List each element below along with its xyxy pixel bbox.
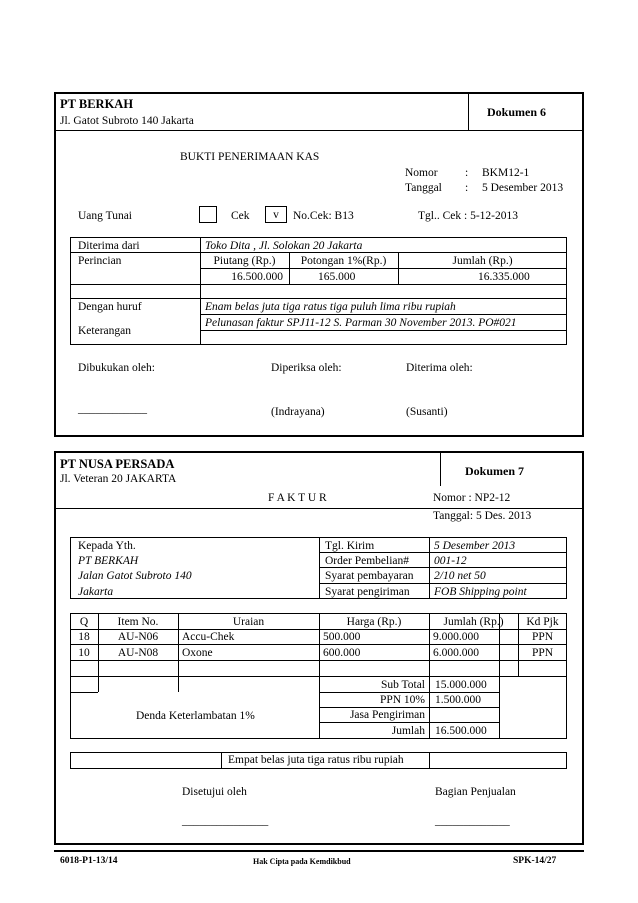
uang-tunai-checkbox[interactable] xyxy=(199,206,217,223)
doc6-title: BUKTI PENERIMAAN KAS xyxy=(180,151,320,163)
items-header-harga: Harga (Rp.) xyxy=(346,616,402,628)
info-label: Tgl. Kirim xyxy=(325,540,375,552)
jumlah-total-label: Jumlah xyxy=(391,725,425,737)
dengan-huruf-value: Enam belas juta tiga ratus tiga puluh lima ribu rupiah xyxy=(205,301,456,313)
ppn-label: PPN 10% xyxy=(379,694,425,706)
keterangan-value: Pelunasan faktur SPJ11-12 S. Parman 30 November 2013. PO#021 xyxy=(205,317,517,329)
info-label: Syarat pengiriman xyxy=(325,586,410,598)
doc7-tanggal: Tanggal: 5 Des. 2013 xyxy=(433,510,532,522)
kepada-line: PT BERKAH xyxy=(78,555,139,567)
footer-right: SPK-14/27 xyxy=(513,856,557,866)
doc6-nomor-sep: : xyxy=(465,167,469,179)
doc6-tanggal-label: Tanggal xyxy=(405,182,442,194)
perincian-label: Perincian xyxy=(78,255,122,267)
col-jumlah: Jumlah (Rp.) xyxy=(452,255,513,267)
doc7-nomor: Nomor : NP2-12 xyxy=(433,492,511,504)
item-kd: PPN xyxy=(531,647,554,659)
item-jumlah: 9.000.000 xyxy=(433,631,479,643)
bagian-penjualan-label: Bagian Penjualan xyxy=(435,786,516,798)
item-harga: 600.000 xyxy=(323,647,361,659)
items-header-uraian: Uraian xyxy=(232,616,265,628)
piutang-value: 16.500.000 xyxy=(231,271,283,283)
diterima-dari-label: Diterima dari xyxy=(78,240,140,252)
doc6-tanggal-sep: : xyxy=(465,182,469,194)
item-harga: 500.000 xyxy=(323,631,361,643)
items-header-jumlah: Jumlah (Rp.) xyxy=(443,616,504,628)
diterima-dari-value: Toko Dita , Jl. Solokan 20 Jakarta xyxy=(205,240,363,252)
uang-tunai-label: Uang Tunai xyxy=(78,210,132,222)
sub-total-label: Sub Total xyxy=(380,679,425,691)
col-potongan: Potongan 1%(Rp.) xyxy=(300,255,387,267)
diperiksa-label: Diperiksa oleh: xyxy=(271,362,342,374)
doc6-header-vdivider xyxy=(468,94,469,130)
info-value: FOB Shipping point xyxy=(434,586,527,598)
faktur-title: F A K T U R xyxy=(268,492,327,504)
footer-left: 6018-P1-13/14 xyxy=(60,856,118,866)
info-label: Order Pembelian# xyxy=(325,555,409,567)
ppn-value: 1.500.000 xyxy=(435,694,481,706)
jumlah-total-value: 16.500.000 xyxy=(435,725,487,737)
doc6-label: Dokumen 6 xyxy=(487,105,547,119)
items-header-item: Item No. xyxy=(117,616,159,628)
terbilang-value: Empat belas juta tiga ratus ribu rupiah xyxy=(228,754,404,766)
item-uraian: Accu-Chek xyxy=(182,631,235,643)
doc6-nomor-value: BKM12-1 xyxy=(482,167,530,179)
no-cek: No.Cek: B13 xyxy=(293,210,354,222)
item-q: 18 xyxy=(78,631,90,643)
disetujui-sign-line: _______________ xyxy=(182,815,269,827)
doc7-header-vdivider xyxy=(440,453,441,486)
doc7-company: PT NUSA PERSADA xyxy=(60,457,175,471)
doc6-address: Jl. Gatot Subroto 140 Jakarta xyxy=(60,115,194,127)
kepada-line: Jalan Gatot Subroto 140 xyxy=(78,570,192,582)
bagian-sign-line: _____________ xyxy=(435,815,510,827)
potongan-value: 165.000 xyxy=(318,271,356,283)
tgl-cek: Tgl.. Cek : 5-12-2013 xyxy=(418,210,518,222)
doc7-header-divider xyxy=(55,508,583,509)
kepada-line: Jakarta xyxy=(78,586,114,598)
doc6-header-divider xyxy=(55,130,583,131)
keterangan-label: Keterangan xyxy=(78,325,131,337)
footer-center: Hak Cipta pada Kemdikbud xyxy=(253,857,351,866)
cek-checkmark: v xyxy=(273,209,279,221)
dibukukan-sign-line: ____________ xyxy=(78,403,147,415)
denda-label: Denda Keterlambatan 1% xyxy=(136,710,255,722)
diterima-oleh-label: Diterima oleh: xyxy=(406,362,473,374)
indrayana-sign: (Indrayana) xyxy=(271,406,325,418)
susanti-sign: (Susanti) xyxy=(406,406,448,418)
info-value: 5 Desember 2013 xyxy=(434,540,516,552)
info-value: 001-12 xyxy=(434,555,467,567)
info-value: 2/10 net 50 xyxy=(434,570,486,582)
doc6-tanggal-value: 5 Desember 2013 xyxy=(482,182,564,194)
info-label: Syarat pembayaran xyxy=(325,570,414,582)
item-no: AU-N08 xyxy=(117,647,159,659)
doc7-address: Jl. Veteran 20 JAKARTA xyxy=(60,473,177,485)
item-jumlah: 6.000.000 xyxy=(433,647,479,659)
item-no: AU-N06 xyxy=(117,631,159,643)
pengiriman-label: Jasa Pengiriman xyxy=(349,709,425,721)
kepada-line: Kepada Yth. xyxy=(78,540,136,552)
item-q: 10 xyxy=(78,647,90,659)
cek-label: Cek xyxy=(231,210,250,222)
dengan-huruf-label: Dengan huruf xyxy=(78,301,142,313)
jumlah-value: 16.335.000 xyxy=(478,271,530,283)
disetujui-label: Disetujui oleh xyxy=(182,786,247,798)
item-uraian: Oxone xyxy=(182,647,213,659)
col-piutang: Piutang (Rp.) xyxy=(213,255,276,267)
doc7-label: Dokumen 7 xyxy=(465,464,525,478)
items-header-kd: Kd Pjk xyxy=(526,616,559,628)
footer-divider xyxy=(54,850,584,852)
doc6-company: PT BERKAH xyxy=(60,97,134,111)
items-header-q: Q xyxy=(79,616,89,628)
item-kd: PPN xyxy=(531,631,554,643)
dibukukan-label: Dibukukan oleh: xyxy=(78,362,155,374)
doc6-nomor-label: Nomor xyxy=(405,167,438,179)
sub-total-value: 15.000.000 xyxy=(435,679,487,691)
